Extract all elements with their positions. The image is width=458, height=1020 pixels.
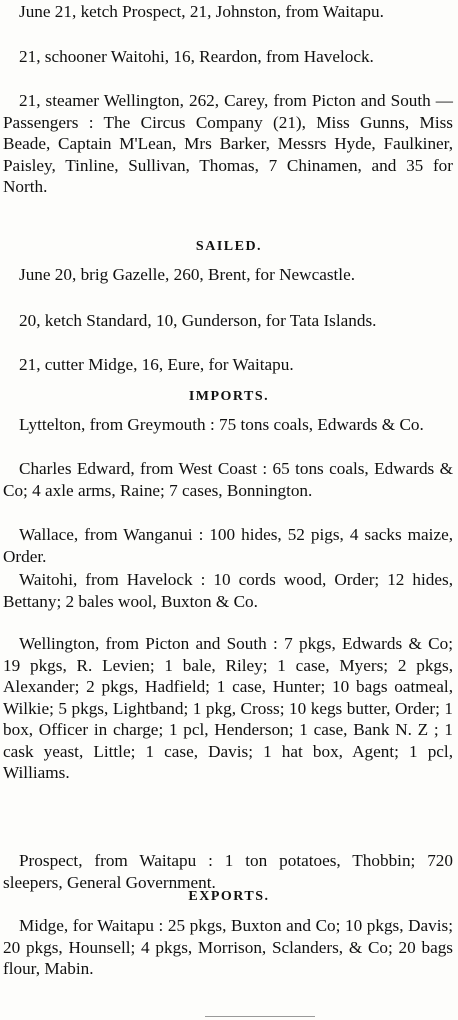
imports-heading: IMPORTS.: [188, 389, 270, 404]
sailed-entry: 20, ketch Standard, 10, Gunderson, for Tata Islands.: [19, 311, 377, 330]
arrival-entry: June 21, ketch Prospect, 21, Johnston, from Waitapu.: [19, 2, 384, 21]
import-entry: Wallace, from Wanganui : 100 hides, 52 pigs, 4 sacks maize, Order.: [3, 525, 453, 566]
export-entry: Midge, for Waitapu : 25 pkgs, Buxton and Co; 10 pkgs, Davis; 20 pkgs, Hounsell; 4 pkgs, Morrison, Sclanders, & Co; 20 bags flour, Mabin.: [3, 916, 453, 978]
arrival-entry: 21, steamer Wellington, 262, Carey, from Picton and South —Passengers : The Circus Company (21), Miss Gunns, Miss Beade, Captain M'Lean, Mrs Barker, Messrs Hyde, Faulkiner, Paisley, Tinline, Sullivan, Thomas, 7 Chinamen, and 35 for North.: [3, 91, 453, 196]
column-divider: [205, 1016, 315, 1017]
import-entry: Waitohi, from Havelock : 10 cords wood, Order; 12 hides, Bettany; 2 bales wool, Buxton & Co.: [3, 570, 453, 611]
import-entry: Prospect, from Waitapu : 1 ton potatoes, Thobbin; 720 sleepers, General Government.: [3, 851, 453, 892]
sailed-heading: SAILED.: [195, 239, 263, 254]
import-entry: Wellington, from Picton and South : 7 pkgs, Edwards & Co; 19 pkgs, R. Levien; 1 bale, Riley; 1 case, Myers; 2 pkgs, Alexander; 2 pkgs, Hadfield; 1 case, Hunter; 10 bags oatmeal, Wilkie; 5 pkgs, Lightband; 1 pkg, Cross; 10 kegs butter, Order; 1 box, Officer in charge; 1 pcl, Henderson; 1 case, Bank N. Z ; 1 cask yeast, Little; 1 case, Davis; 1 hat box, Agent; 1 pcl, Williams.: [3, 634, 453, 782]
arrival-entry: 21, schooner Waitohi, 16, Reardon, from Havelock.: [19, 47, 374, 66]
import-entry: Lyttelton, from Greymouth : 75 tons coals, Edwards & Co.: [19, 415, 424, 434]
sailed-entry: 21, cutter Midge, 16, Eure, for Waitapu.: [19, 355, 294, 374]
exports-heading: EXPORTS.: [188, 889, 270, 904]
import-entry: Charles Edward, from West Coast : 65 tons coals, Edwards & Co; 4 axle arms, Raine; 7 cases, Bonnington.: [3, 459, 453, 500]
sailed-entry: June 20, brig Gazelle, 260, Brent, for Newcastle.: [19, 265, 356, 284]
